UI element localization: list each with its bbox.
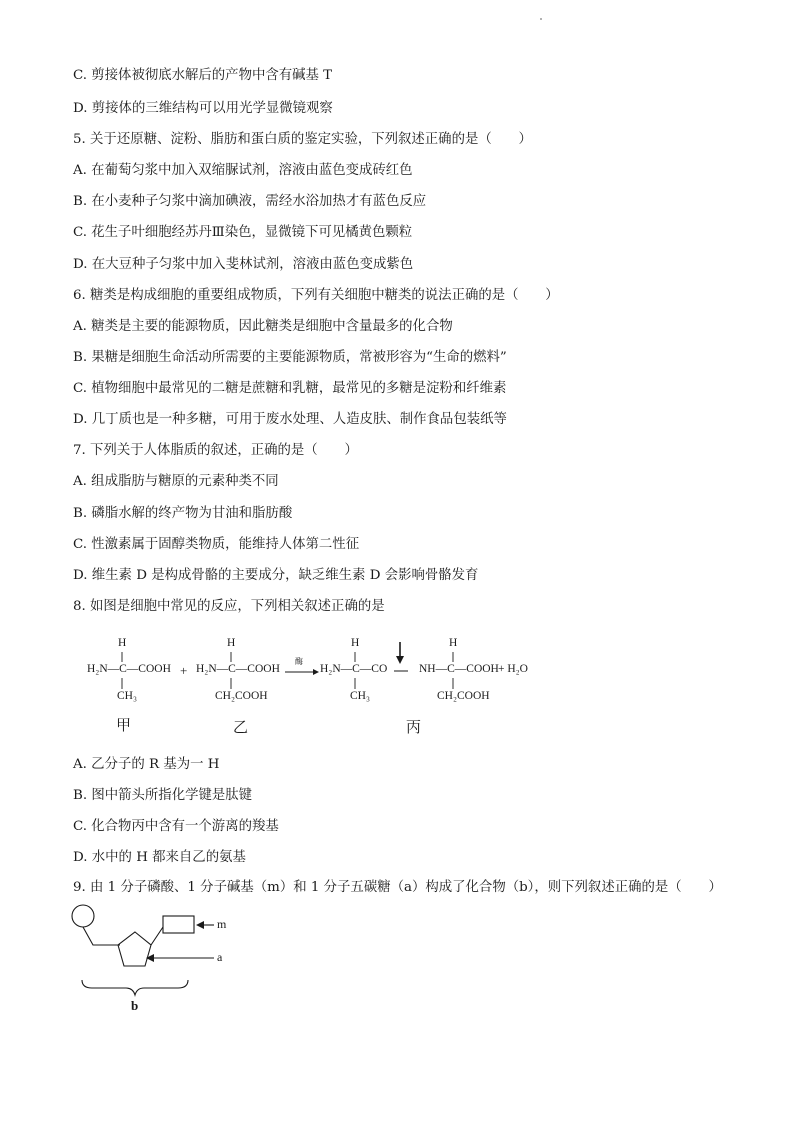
- q7-option-a: A. 组成脂肪与糖原的元素种类不同: [73, 474, 279, 489]
- phosphate-sugar-bond: [83, 927, 120, 945]
- q8-option-d: D. 水中的 H 都来自乙的氨基: [73, 850, 246, 865]
- q9-stem: 9. 由 1 分子磷酸、1 分子碱基（m）和 1 分子五碳糖（a）构成了化合物（b），则下列叙述正确的是（ ）: [73, 880, 722, 895]
- jia-r-group: CH₃: [117, 690, 137, 702]
- base-rectangle: [163, 916, 194, 933]
- q5-stem: 5. 关于还原糖、淀粉、脂肪和蛋白质的鉴定实验，下列叙述正确的是（ ）: [73, 132, 532, 147]
- q7-option-b: B. 磷脂水解的终产物为甘油和脂肪酸: [73, 506, 293, 521]
- q4-option-c: C. 剪接体被彻底水解后的产物中含有碱基 T: [73, 68, 333, 83]
- bing-right-chain: NH—C—COOH: [419, 663, 499, 675]
- label-yi: 乙: [233, 718, 249, 736]
- arrow-head-a: [146, 954, 154, 962]
- yi-h-atom: H: [227, 637, 236, 649]
- bing-right-r-group: CH₂COOH: [437, 690, 490, 702]
- water-product: + H₂O: [498, 663, 528, 675]
- arrow-head-m: [196, 921, 204, 929]
- pentose-pentagon: [118, 932, 151, 966]
- label-jia: 甲: [116, 716, 132, 734]
- enzyme-label: 酶: [295, 657, 303, 666]
- phosphate-circle: [72, 905, 94, 927]
- q6-option-c: C. 植物细胞中最常见的二糖是蔗糖和乳糖，最常见的多糖是淀粉和纤维素: [73, 381, 507, 396]
- q6-option-d: D. 几丁质也是一种多糖，可用于废水处理、人造皮肤、制作食品包装纸等: [73, 412, 507, 427]
- sugar-base-bond: [151, 927, 163, 945]
- bing-right-h-atom: H: [449, 637, 458, 649]
- q8-stem: 8. 如图是细胞中常见的反应，下列相关叙述正确的是: [73, 599, 385, 614]
- q7-stem: 7. 下列关于人体脂质的叙述，正确的是（ ）: [73, 443, 358, 458]
- q7-option-c: C. 性激素属于固醇类物质，能维持人体第二性征: [73, 537, 360, 552]
- q8-option-a: A. 乙分子的 R 基为一 H: [73, 757, 220, 772]
- q8-option-c: C. 化合物丙中含有一个游离的羧基: [73, 819, 279, 834]
- label-m: m: [217, 917, 227, 931]
- brace-b: [82, 980, 188, 995]
- yi-main-chain: H₂N—C—COOH: [196, 663, 280, 675]
- q8-option-b: B. 图中箭头所指化学键是肽键: [73, 788, 253, 803]
- q5-option-b: B. 在小麦种子匀浆中滴加碘液，需经水浴加热才有蓝色反应: [73, 194, 427, 209]
- q6-option-b: B. 果糖是细胞生命活动所需要的主要能源物质，常被形容为“生命的燃料”: [73, 350, 507, 365]
- q4-option-d: D. 剪接体的三维结构可以用光学显微镜观察: [73, 101, 333, 116]
- jia-h-atom: H: [118, 637, 127, 649]
- jia-main-chain: H₂N—C—COOH: [87, 663, 171, 675]
- bing-left-chain: H₂N—C—CO: [320, 663, 388, 675]
- bing-left-r-group: CH₃: [350, 690, 370, 702]
- q5-option-c: C. 花生子叶细胞经苏丹Ⅲ染色，显微镜下可见橘黄色颗粒: [73, 225, 413, 240]
- q5-option-d: D. 在大豆种子匀浆中加入斐林试剂，溶液由蓝色变成紫色: [73, 257, 414, 272]
- label-a: a: [217, 950, 223, 964]
- label-b: b: [131, 998, 139, 1013]
- bing-left-h-atom: H: [351, 637, 360, 649]
- label-bing: 丙: [406, 718, 422, 736]
- yi-r-group: CH₂COOH: [215, 690, 268, 702]
- q7-option-d: D. 维生素 D 是构成骨骼的主要成分，缺乏维生素 D 会影响骨骼发育: [73, 568, 479, 583]
- q5-option-a: A. 在葡萄匀浆中加入双缩脲试剂，溶液由蓝色变成砖红色: [73, 163, 413, 178]
- plus-sign: +: [180, 663, 188, 678]
- q6-stem: 6. 糖类是构成细胞的重要组成物质，下列有关细胞中糖类的说法正确的是（ ）: [73, 288, 559, 303]
- q6-option-a: A. 糖类是主要的能源物质，因此糖类是细胞中含量最多的化合物: [73, 319, 453, 334]
